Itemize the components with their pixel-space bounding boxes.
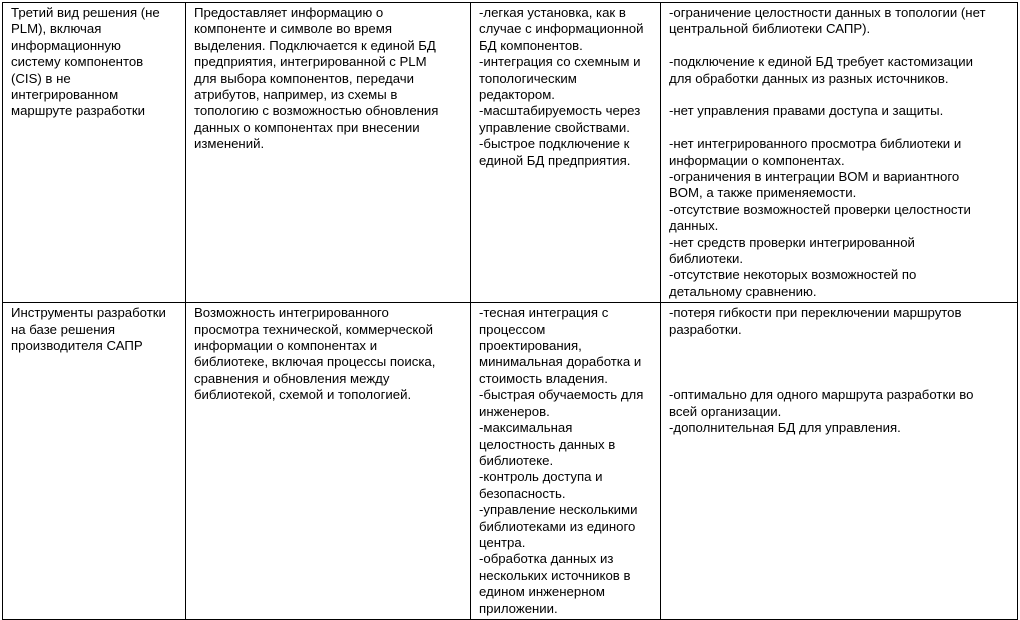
cell-text-line: едином инженерном [479, 584, 605, 600]
cell-text-line: библиотекой, схемой и топологией. [194, 387, 412, 403]
cell-text-line: -управление несколькими [479, 502, 638, 518]
cell-text-line: информации о компонентах. [669, 152, 845, 168]
cell-text-line: случае с информационной [479, 21, 644, 37]
cell-text-line: -обработка данных из [479, 551, 614, 567]
cell-text-line: -легкая установка, как в [479, 5, 626, 20]
cell-text-line: информации о компонентах и [194, 338, 378, 354]
cell-text-line: просмотра технической, коммерческой [194, 321, 433, 337]
cell-text-line: атрибутов, например, из схемы в [194, 87, 398, 103]
cell-text-line: -интеграция со схемным и [479, 54, 641, 70]
cell-text-line: топологию с возможностью обновления [194, 103, 439, 119]
cell-text-line: проектирования, [479, 338, 582, 354]
cell-text-line: PLM), включая [11, 21, 102, 37]
cell-text-line: -быстрая обучаемость для [479, 387, 644, 403]
cell-text-line: BOM, а также применяемости. [669, 185, 857, 201]
table-row [3, 303, 1018, 620]
cell-text-line: приложении. [479, 600, 558, 616]
cell-text-line: информационную [11, 37, 121, 53]
cell-text-line: БД компонентов. [479, 37, 583, 53]
cell-text-line: Инструменты разработки [11, 305, 166, 321]
cell-text-line: -оптимально для одного маршрута разработки во [669, 387, 974, 403]
comparison-table [2, 2, 1018, 620]
cell-text-line: на базе решения [11, 321, 115, 337]
cell-text-line: -масштабируемость через [479, 103, 641, 119]
cell-text-line: систему компонентов [11, 54, 144, 70]
cell-text-line: управление свойствами. [479, 119, 630, 135]
cell-text-line: библиотеки. [669, 251, 744, 267]
paragraph-gap [669, 87, 1009, 103]
cell-text-line: стоимость владения. [479, 370, 608, 386]
cell-text-line: данных. [669, 218, 719, 234]
cell-text-line: всей организации. [669, 403, 782, 419]
cell-text-line: -нет управления правами доступа и защиты. [669, 103, 944, 119]
cell-text-line: выделения. Подключается к единой БД [194, 37, 436, 53]
cell-text-line: минимальная доработка и [479, 354, 642, 370]
paragraph-gap [669, 38, 1009, 54]
cell-description [186, 303, 471, 620]
cell-text-line: сравнения и обновления между [194, 370, 390, 386]
cell-text-line: -нет интегрированного просмотра библиотеки и [669, 136, 962, 152]
paragraph-gap [669, 338, 1009, 387]
cell-disadvantages [661, 3, 1018, 303]
cell-text-line: -дополнительная БД для управления. [669, 420, 901, 436]
cell-text-line: нескольких источников в [479, 567, 631, 583]
cell-text-line: целостность данных в [479, 436, 616, 452]
cell-advantages [471, 3, 661, 303]
cell-text-line: (CIS) в не [11, 70, 71, 86]
cell-text-line: -быстрое подключение к [479, 136, 630, 152]
cell-text-line: библиотеками из единого [479, 518, 636, 534]
cell-text-line: -максимальная [479, 420, 573, 436]
cell-text-line: -нет средств проверки интегрированной [669, 234, 915, 250]
cell-text-line: центра. [479, 534, 526, 550]
cell-text-line: Возможность интегрированного [194, 305, 389, 321]
cell-text-line: -отсутствие некоторых возможностей по [669, 267, 917, 283]
cell-text-line: для выбора компонентов, передачи [194, 70, 414, 86]
cell-text-line: -подключение к единой БД требует кастомизации [669, 54, 973, 70]
cell-text-line: -отсутствие возможностей проверки целостности [669, 201, 971, 217]
cell-text-line: процессом [479, 321, 546, 337]
cell-text-line: Третий вид решения (не [11, 5, 160, 20]
cell-text-line: безопасность. [479, 485, 566, 501]
cell-text-line: -ограничение целостности данных в топологии (нет [669, 5, 986, 20]
cell-text-line: для обработки данных из разных источников. [669, 70, 949, 86]
cell-text-line: -ограничения в интеграции BOM и вариантного [669, 169, 960, 185]
cell-text-line: -контроль доступа и [479, 469, 603, 485]
cell-text-line: редактором. [479, 87, 555, 103]
cell-text-line: -тесная интеграция с [479, 305, 609, 321]
cell-text-line: библиотеке. [479, 452, 554, 468]
cell-text-line: центральной библиотеки САПР). [669, 21, 871, 37]
cell-text-line: компоненте и символе во время [194, 21, 392, 37]
cell-advantages [471, 303, 661, 620]
cell-description [186, 3, 471, 303]
cell-solution-type [3, 3, 186, 303]
cell-text-line: маршруте разработки [11, 103, 145, 119]
cell-text-line: топологическим [479, 70, 577, 86]
cell-text-line: разработки. [669, 321, 742, 337]
cell-text-line: -потеря гибкости при переключении маршрутов [669, 305, 962, 321]
cell-disadvantages [661, 303, 1018, 620]
paragraph-gap [669, 120, 1009, 136]
cell-text-line: единой БД предприятия. [479, 152, 631, 168]
cell-text-line: библиотеке, включая процессы поиска, [194, 354, 436, 370]
cell-text-line: Предоставляет информацию о [194, 5, 384, 20]
table-row [3, 3, 1018, 303]
cell-text-line: предприятия, интегрированной с PLM [194, 54, 427, 70]
cell-text-line: интегрированном [11, 87, 119, 103]
cell-text-line: детальному сравнению. [669, 283, 817, 299]
cell-text-line: изменений. [194, 136, 265, 152]
cell-text-line: производителя САПР [11, 338, 143, 354]
cell-text-line: данных о компонентах при внесении [194, 119, 420, 135]
cell-solution-type [3, 303, 186, 620]
cell-text-line: инженеров. [479, 403, 550, 419]
